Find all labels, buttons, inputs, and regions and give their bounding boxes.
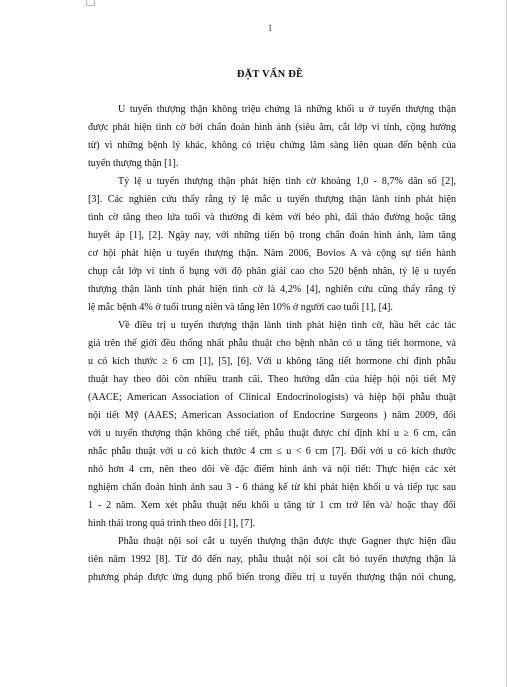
text-line: nội tiết Mỹ (AAES; American Association of Endocrine Surgeons ) năm 2009, đối xyxy=(88,410,456,421)
paragraph xyxy=(88,317,456,533)
text-line: cơ hội phát hiện u tuyến thượng thận. Năm 2006, Bovios A và cộng sự tiến hành xyxy=(88,248,456,259)
paragraph xyxy=(88,533,456,587)
text-line: từ) vì những bệnh lý khác, không có triệu chứng lâm sàng liên quan đến bệnh của xyxy=(88,140,456,151)
text-line: thuật hay theo dõi còn nhiều tranh cãi. Theo hướng dẫn của hiệp hội nội tiết Mỹ xyxy=(88,374,456,385)
page-number: 1 xyxy=(267,24,273,34)
text-line: U tuyến thượng thận không triệu chứng là những khối u ở tuyến thượng thận xyxy=(118,104,456,115)
text-line: (AACE; American Association of Clinical Endocrinologists) và hiệp hội phẫu thuật xyxy=(88,392,456,403)
text-line: u có kích thước ≥ 6 cm [1], [5], [6]. Với u không tăng tiết hormone chỉ định phẫu xyxy=(88,356,456,367)
text-line: hình thái trong quá trình theo dõi [1], [7]. xyxy=(88,518,256,529)
paragraph xyxy=(88,173,456,317)
text-line: giả trên thế giới đều thống nhất phẫu thuật cho bệnh nhân có u tăng tiết hormone, và xyxy=(88,338,456,349)
text-line: nghiệm chẩn đoán hình ảnh sau 3 - 6 tháng kể từ khi phát hiện khối u và tiếp tục sau xyxy=(88,482,456,493)
text-line: tình cờ tăng theo lứa tuổi và thường đi kèm với béo phì, đái tháo đường hoặc tăng xyxy=(88,212,456,223)
text-line: Phẫu thuật nội soi cắt u tuyến thượng thận được thực Gagner thực hiện đầu xyxy=(118,536,456,547)
text-line: được phát hiện tình cờ bởi chẩn đoán hình ảnh (siêu âm, cắt lớp vi tính, cộng hưởng xyxy=(88,122,456,133)
text-line: tuyến thượng thận [1]. xyxy=(88,158,179,169)
document-body xyxy=(88,101,456,587)
text-line: lệ mắc bệnh 4% ở tuổi trung niên và tăng lên 10% ở người cao tuổi [1], [4]. xyxy=(88,302,393,313)
text-line: tiên năm 1992 [8]. Từ đó đến nay, phẫu thuật nội soi cắt bỏ tuyến thượng thận là xyxy=(88,554,456,565)
text-line: [3]. Các nghiên cứu thấy rằng tỷ lệ mắc u tuyến thượng thận lành tính phát hiện xyxy=(88,194,456,205)
text-line: Về điều trị u tuyến thượng thận lành tính phát hiện tình cờ, hầu hết các tác xyxy=(118,320,456,331)
text-line: nhắc phẫu thuật với u có kích thước 4 cm ≤ u < 6 cm [7]. Đối với u có kích thước xyxy=(88,446,456,457)
text-line: chụp cắt lớp vi tính ổ bụng với độ phân giải cao cho 520 bệnh nhân, tỷ lệ u tuyến xyxy=(88,266,456,277)
paragraph xyxy=(88,101,456,173)
text-line: thượng thận lành tính phát hiện tình cờ là 4,2% [4], nghiên cứu cũng thấy rằng tỷ xyxy=(88,284,456,295)
text-line: với u tuyến thượng thận không chế tiết, phẫu thuật được chỉ định khi u ≥ 6 cm, cân xyxy=(88,428,456,439)
text-line: huyết áp [1], [2]. Ngày nay, với những tiến bộ trong chẩn đoán hình ảnh, làm tăng xyxy=(88,230,456,241)
text-line: nhỏ hơn 4 cm, nên theo dõi về đặc điểm hình ảnh và nội tiết: Thực hiện các xét xyxy=(88,464,456,475)
page-corner-mark xyxy=(86,0,95,6)
document-title: ĐẶT VẤN ĐỀ xyxy=(236,69,304,80)
text-line: Tỷ lệ u tuyến thượng thận phát hiện tình cờ khoảng 1,0 - 8,7% dân số [2], xyxy=(118,176,456,187)
text-line: 1 - 2 năm. Xem xét phẫu thuật nếu khối u tăng từ 1 cm trở lên và/ hoặc thay đổi xyxy=(88,500,456,511)
text-line: phương pháp được ứng dụng phổ biến trong điều trị u tuyến thượng thận nói chung, xyxy=(88,572,456,583)
